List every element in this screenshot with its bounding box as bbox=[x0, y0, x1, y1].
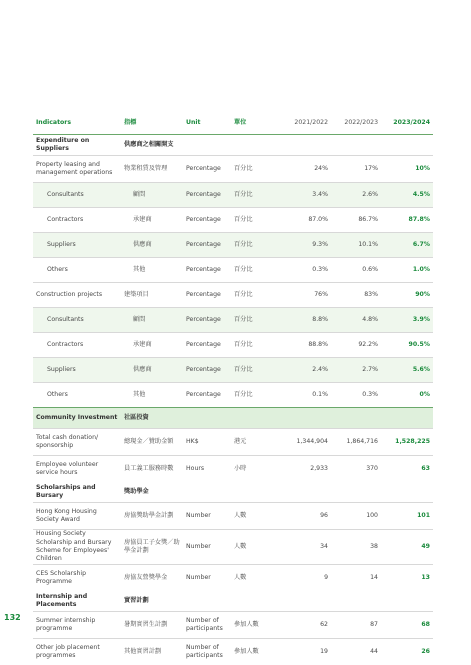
section-row bbox=[33, 591, 433, 612]
row-value-2: 2.6% bbox=[331, 183, 381, 208]
row-unit: Hours bbox=[183, 456, 231, 483]
table-row bbox=[33, 156, 433, 183]
row-value-2: 14 bbox=[331, 565, 381, 592]
row-unit: Percentage bbox=[183, 283, 231, 308]
row-unit: Percentage bbox=[183, 183, 231, 208]
row-label: Other job placement programmes bbox=[33, 639, 121, 665]
row-unit: Percentage bbox=[183, 333, 231, 358]
row-unit: Percentage bbox=[183, 233, 231, 258]
row-value-1: 88.8% bbox=[279, 333, 331, 358]
row-label: Hong Kong Housing Society Award bbox=[33, 503, 121, 530]
row-label-zh: 承建商 bbox=[121, 208, 183, 233]
row-label: Others bbox=[33, 258, 121, 283]
row-label: Consultants bbox=[33, 308, 121, 333]
row-unit-zh: 人數 bbox=[231, 565, 279, 592]
row-value-2: 83% bbox=[331, 283, 381, 308]
row-value-1: 0.3% bbox=[279, 258, 331, 283]
row-unit-zh: 人數 bbox=[231, 530, 279, 565]
section-row bbox=[33, 408, 433, 429]
row-unit-zh: 百分比 bbox=[231, 283, 279, 308]
row-value-3: 63 bbox=[381, 456, 433, 483]
section-title: Community Investment bbox=[33, 408, 121, 429]
row-label: Suppliers bbox=[33, 358, 121, 383]
row-value-3: 4.5% bbox=[381, 183, 433, 208]
row-unit: Percentage bbox=[183, 358, 231, 383]
section-title-zh: 實習計劃 bbox=[121, 591, 433, 612]
row-value-3: 3.9% bbox=[381, 308, 433, 333]
row-value-2: 38 bbox=[331, 530, 381, 565]
row-label-zh: 顧問 bbox=[121, 308, 183, 333]
row-value-1: 87.0% bbox=[279, 208, 331, 233]
row-value-3: 87.8% bbox=[381, 208, 433, 233]
row-unit-zh: 人數 bbox=[231, 503, 279, 530]
row-label: Consultants bbox=[33, 183, 121, 208]
row-value-1: 76% bbox=[279, 283, 331, 308]
row-value-2: 17% bbox=[331, 156, 381, 183]
section-title-zh: 獎助學金 bbox=[121, 482, 433, 503]
table-row bbox=[33, 429, 433, 456]
row-label-zh: 其他實習計劃 bbox=[121, 639, 183, 665]
row-label-zh: 房協獎助學金計劃 bbox=[121, 503, 183, 530]
col-year-1: 2021/2022 bbox=[279, 112, 331, 135]
row-value-3: 101 bbox=[381, 503, 433, 530]
row-label-zh: 房協友營獎學金 bbox=[121, 565, 183, 592]
table-row bbox=[33, 208, 433, 233]
row-unit-zh: 百分比 bbox=[231, 358, 279, 383]
row-unit-zh: 港元 bbox=[231, 429, 279, 456]
row-value-1: 9.3% bbox=[279, 233, 331, 258]
row-value-3: 1.0% bbox=[381, 258, 433, 283]
row-label-zh: 供應商 bbox=[121, 233, 183, 258]
row-value-1: 2,933 bbox=[279, 456, 331, 483]
row-unit: Percentage bbox=[183, 156, 231, 183]
row-label-zh: 員工義工服務時數 bbox=[121, 456, 183, 483]
row-value-2: 4.8% bbox=[331, 308, 381, 333]
row-unit: Number bbox=[183, 565, 231, 592]
table-row bbox=[33, 283, 433, 308]
row-value-3: 13 bbox=[381, 565, 433, 592]
col-year-2: 2022/2023 bbox=[331, 112, 381, 135]
row-value-2: 370 bbox=[331, 456, 381, 483]
row-label: Housing Society Scholarship and Bursary Scheme for Employees' Children bbox=[33, 530, 121, 565]
row-value-3: 26 bbox=[381, 639, 433, 665]
row-unit: Number bbox=[183, 530, 231, 565]
col-unit: Unit bbox=[183, 112, 231, 135]
row-label-zh: 供應商 bbox=[121, 358, 183, 383]
row-label: Total cash donation/ sponsorship bbox=[33, 429, 121, 456]
table-row bbox=[33, 333, 433, 358]
row-value-1: 96 bbox=[279, 503, 331, 530]
row-label-zh: 房協員工子女獎／助學金計劃 bbox=[121, 530, 183, 565]
row-value-3: 6.7% bbox=[381, 233, 433, 258]
row-value-2: 44 bbox=[331, 639, 381, 665]
row-unit-zh: 百分比 bbox=[231, 233, 279, 258]
row-unit-zh: 百分比 bbox=[231, 333, 279, 358]
row-label: Contractors bbox=[33, 208, 121, 233]
row-label-zh: 顧問 bbox=[121, 183, 183, 208]
row-unit: Percentage bbox=[183, 383, 231, 408]
row-unit: HK$ bbox=[183, 429, 231, 456]
row-value-1: 24% bbox=[279, 156, 331, 183]
row-value-3: 90% bbox=[381, 283, 433, 308]
row-value-3: 49 bbox=[381, 530, 433, 565]
row-value-2: 87 bbox=[331, 612, 381, 639]
row-label: Summer internship programme bbox=[33, 612, 121, 639]
row-value-2: 0.3% bbox=[331, 383, 381, 408]
row-value-3: 10% bbox=[381, 156, 433, 183]
table-row bbox=[33, 612, 433, 639]
row-value-1: 34 bbox=[279, 530, 331, 565]
col-unit-zh: 單位 bbox=[231, 112, 279, 135]
section-title-zh: 供應商之相關開支 bbox=[121, 135, 433, 156]
row-value-2: 86.7% bbox=[331, 208, 381, 233]
row-label-zh: 承建商 bbox=[121, 333, 183, 358]
row-value-3: 5.6% bbox=[381, 358, 433, 383]
section-row bbox=[33, 482, 433, 503]
row-unit-zh: 百分比 bbox=[231, 156, 279, 183]
row-unit-zh: 百分比 bbox=[231, 383, 279, 408]
row-value-2: 1,864,716 bbox=[331, 429, 381, 456]
row-value-2: 100 bbox=[331, 503, 381, 530]
row-label: CES Scholarship Programme bbox=[33, 565, 121, 592]
section-title: Internship and Placements bbox=[33, 591, 121, 612]
col-indicators-zh: 指標 bbox=[121, 112, 183, 135]
row-unit-zh: 百分比 bbox=[231, 183, 279, 208]
table-row bbox=[33, 503, 433, 530]
row-unit: Percentage bbox=[183, 308, 231, 333]
row-label-zh: 其他 bbox=[121, 383, 183, 408]
row-value-2: 2.7% bbox=[331, 358, 381, 383]
row-value-2: 92.2% bbox=[331, 333, 381, 358]
row-unit-zh: 百分比 bbox=[231, 258, 279, 283]
row-value-1: 1,344,904 bbox=[279, 429, 331, 456]
table-row bbox=[33, 383, 433, 408]
col-year-3: 2023/2024 bbox=[381, 112, 433, 135]
section-row bbox=[33, 135, 433, 156]
table-header bbox=[33, 112, 433, 135]
section-title: Scholarships and Bursary bbox=[33, 482, 121, 503]
row-value-1: 19 bbox=[279, 639, 331, 665]
table-row bbox=[33, 456, 433, 483]
row-label: Suppliers bbox=[33, 233, 121, 258]
row-value-2: 0.6% bbox=[331, 258, 381, 283]
row-label-zh: 總現金／贊助金額 bbox=[121, 429, 183, 456]
indicators-table bbox=[33, 112, 433, 665]
table-row bbox=[33, 358, 433, 383]
section-title: Expenditure on Suppliers bbox=[33, 135, 121, 156]
table-row bbox=[33, 639, 433, 665]
row-unit-zh: 百分比 bbox=[231, 208, 279, 233]
table-row bbox=[33, 258, 433, 283]
row-label-zh: 物業租賃及管理 bbox=[121, 156, 183, 183]
row-unit-zh: 百分比 bbox=[231, 308, 279, 333]
row-value-1: 9 bbox=[279, 565, 331, 592]
row-value-3: 0% bbox=[381, 383, 433, 408]
row-value-3: 1,528,225 bbox=[381, 429, 433, 456]
row-label: Property leasing and management operations bbox=[33, 156, 121, 183]
table-row bbox=[33, 530, 433, 565]
row-label-zh: 其他 bbox=[121, 258, 183, 283]
row-value-3: 68 bbox=[381, 612, 433, 639]
row-unit: Number of participants bbox=[183, 639, 231, 665]
row-label-zh: 暑期實習生計劃 bbox=[121, 612, 183, 639]
row-value-1: 3.4% bbox=[279, 183, 331, 208]
col-indicators: Indicators bbox=[33, 112, 121, 135]
table-row bbox=[33, 233, 433, 258]
row-unit: Percentage bbox=[183, 208, 231, 233]
row-label: Construction projects bbox=[33, 283, 121, 308]
row-unit: Number of participants bbox=[183, 612, 231, 639]
row-unit: Number bbox=[183, 503, 231, 530]
row-unit-zh: 參加人數 bbox=[231, 639, 279, 665]
row-label: Employee volunteer service hours bbox=[33, 456, 121, 483]
section-title-zh: 社區投資 bbox=[121, 408, 433, 429]
row-value-3: 90.5% bbox=[381, 333, 433, 358]
page-number: 132 bbox=[4, 613, 21, 622]
table-row bbox=[33, 308, 433, 333]
row-unit-zh: 參加人數 bbox=[231, 612, 279, 639]
table-row bbox=[33, 565, 433, 592]
row-value-1: 0.1% bbox=[279, 383, 331, 408]
row-value-1: 62 bbox=[279, 612, 331, 639]
row-label: Others bbox=[33, 383, 121, 408]
row-label-zh: 建築項目 bbox=[121, 283, 183, 308]
row-label: Contractors bbox=[33, 333, 121, 358]
row-unit: Percentage bbox=[183, 258, 231, 283]
row-value-2: 10.1% bbox=[331, 233, 381, 258]
row-value-1: 2.4% bbox=[279, 358, 331, 383]
row-value-1: 8.8% bbox=[279, 308, 331, 333]
table-row bbox=[33, 183, 433, 208]
row-unit-zh: 小時 bbox=[231, 456, 279, 483]
